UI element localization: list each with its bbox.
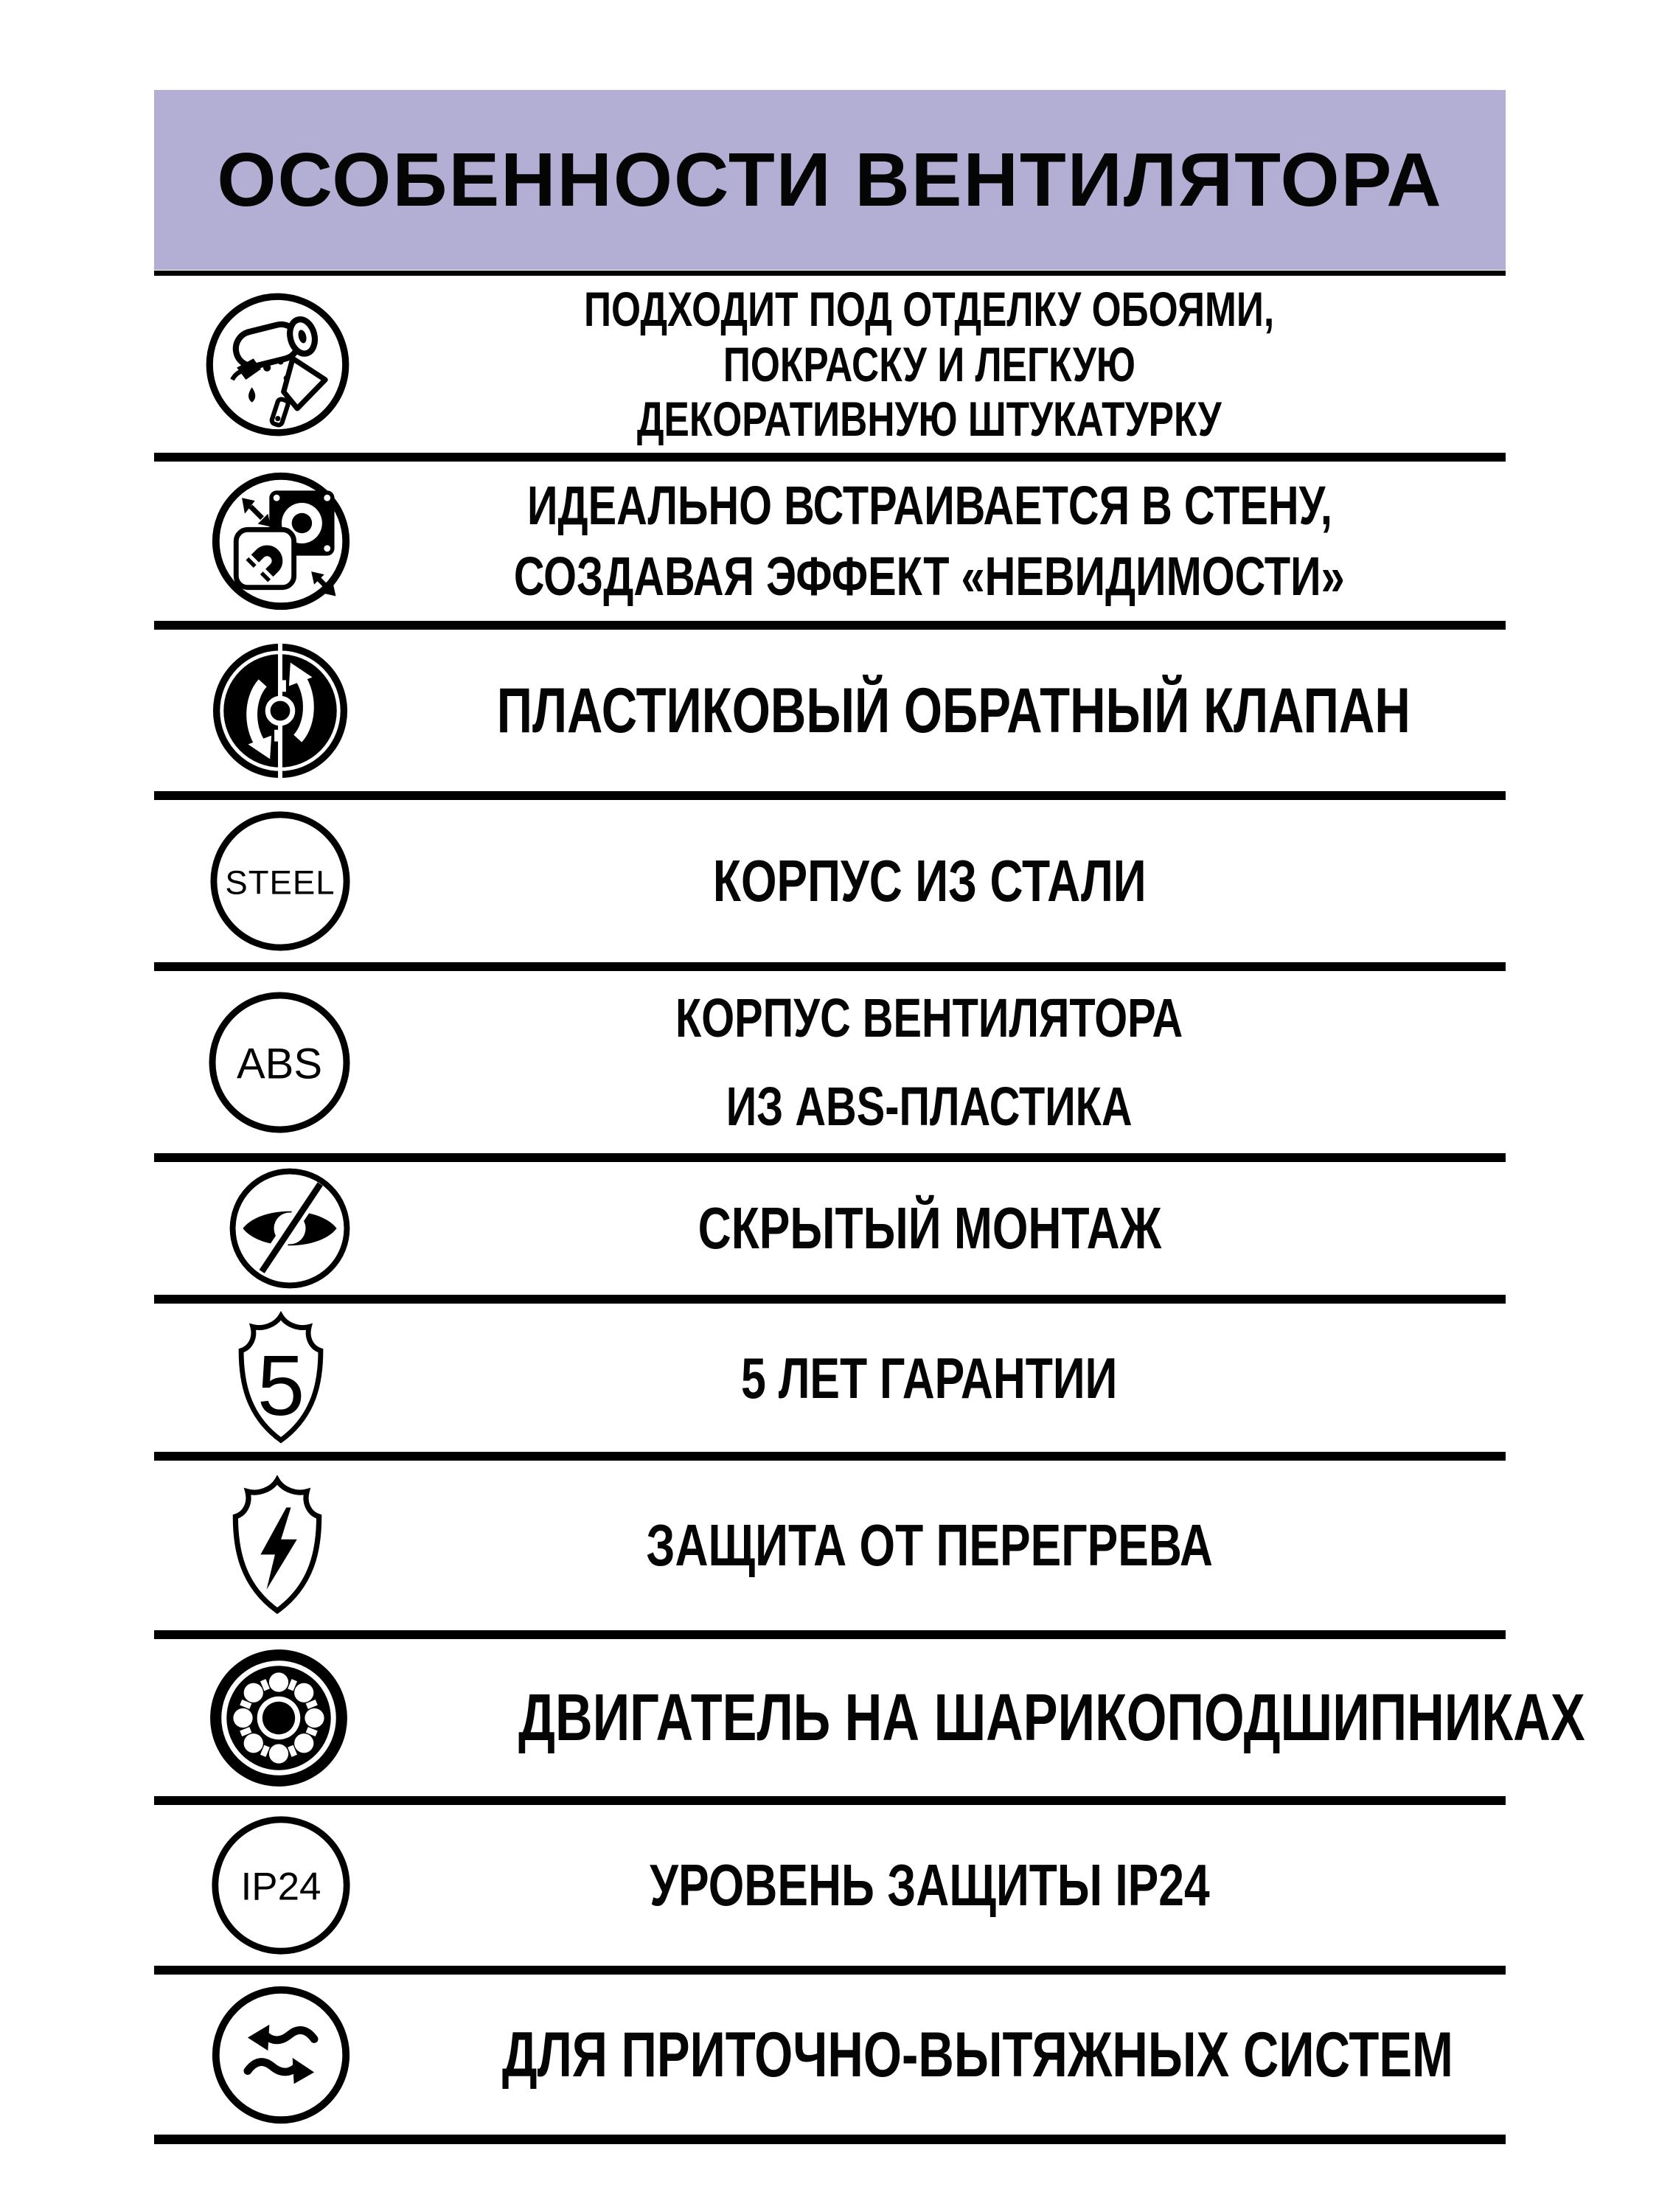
feature-row — [154, 1975, 1506, 2144]
feature-text-box — [353, 1195, 1506, 1261]
steel-badge-icon — [207, 808, 353, 954]
svg-text:ABS: ABS — [236, 1040, 323, 1088]
feature-row — [154, 1162, 1506, 1304]
feature-text-box — [353, 1512, 1506, 1578]
feature-text-box — [353, 675, 1554, 746]
feature-text: 5 ЛЕТ ГАРАНТИИ — [741, 1345, 1118, 1411]
feature-text-box — [353, 974, 1506, 1151]
feature-text: ПОДХОДИТ ПОД ОТДЕЛКУ ОБОЯМИ, — [584, 282, 1275, 337]
feature-text: УРОВЕНЬ ЗАЩИТЫ IP24 — [649, 1852, 1210, 1918]
feature-icon-box — [154, 989, 353, 1136]
feature-row — [154, 1461, 1506, 1639]
page-title: ОСОБЕННОСТИ ВЕНТИЛЯТОРА — [217, 137, 1443, 222]
feature-text: ИЗ ABS-ПЛАСТИКА — [726, 1075, 1133, 1137]
feature-text: ДЛЯ ПРИТОЧНО-ВЫТЯЖНЫХ СИСТЕМ — [501, 2019, 1453, 2090]
feature-icon-box — [154, 1813, 353, 1958]
feature-row — [154, 800, 1506, 971]
svg-text:STEEL: STEEL — [225, 863, 335, 902]
header-banner — [154, 90, 1506, 270]
overheat-protection-icon — [201, 1470, 353, 1621]
svg-text:5: 5 — [257, 1337, 305, 1433]
feature-text-box — [353, 1680, 1659, 1755]
feature-text: ЗАЩИТА ОТ ПЕРЕГРЕВА — [646, 1512, 1213, 1578]
feature-icon-box — [154, 638, 353, 784]
feature-row — [154, 276, 1506, 462]
feature-icon-box — [154, 1165, 353, 1292]
paint-roller-icon — [202, 289, 353, 440]
svg-text:IP24: IP24 — [240, 1865, 321, 1909]
check-valve-icon — [207, 638, 353, 784]
header-divider — [154, 271, 1506, 276]
feature-text: ПЛАСТИКОВЫЙ ОБРАТНЫЙ КЛАПАН — [496, 675, 1411, 746]
feature-icon-box — [154, 1644, 353, 1792]
feature-text: ДЕКОРАТИВНУЮ ШТУКАТУРКУ — [637, 392, 1222, 447]
feature-text-box — [353, 848, 1506, 914]
feature-row — [154, 630, 1506, 800]
features-list — [154, 276, 1585, 2144]
airflow-icon — [209, 1983, 353, 2127]
feature-row — [154, 971, 1506, 1162]
hidden-mount-icon — [226, 1165, 353, 1292]
ip-rating-icon — [209, 1813, 353, 1958]
feature-text: КОРПУС ИЗ СТАЛИ — [712, 848, 1147, 914]
feature-text: СОЗДАВАЯ ЭФФЕКТ «НЕВИДИМОСТИ» — [514, 546, 1345, 607]
feature-text: ИДЕАЛЬНО ВСТРАИВАЕТСЯ В СТЕНУ, — [526, 474, 1332, 536]
feature-icon-box — [154, 469, 353, 613]
feature-text-box — [353, 470, 1506, 612]
feature-icon-box — [154, 808, 353, 954]
feature-text-box — [353, 282, 1506, 447]
feature-text: СКРЫТЫЙ МОНТАЖ — [698, 1195, 1161, 1261]
abs-badge-icon — [206, 989, 353, 1136]
feature-icon-box — [154, 1983, 353, 2127]
feature-text-box — [353, 1852, 1506, 1918]
feature-text: ДВИГАТЕЛЬ НА ШАРИКОПОДШИПНИКАХ — [518, 1680, 1585, 1755]
feature-icon-box — [154, 1470, 353, 1621]
feature-text-box — [353, 2019, 1602, 2090]
feature-text-box — [353, 1345, 1506, 1411]
feature-row — [154, 1805, 1506, 1975]
ball-bearing-icon — [204, 1644, 353, 1792]
feature-icon-box — [154, 1306, 353, 1450]
feature-row — [154, 1304, 1506, 1461]
feature-row — [154, 462, 1506, 630]
feature-text: КОРПУС ВЕНТИЛЯТОРА — [675, 987, 1183, 1048]
warranty-shield-icon — [209, 1306, 353, 1450]
feature-row — [154, 1639, 1585, 1805]
feature-icon-box — [154, 289, 353, 440]
recessed-mount-icon — [209, 469, 353, 613]
feature-text: ПОКРАСКУ И ЛЕГКУЮ — [723, 336, 1136, 392]
